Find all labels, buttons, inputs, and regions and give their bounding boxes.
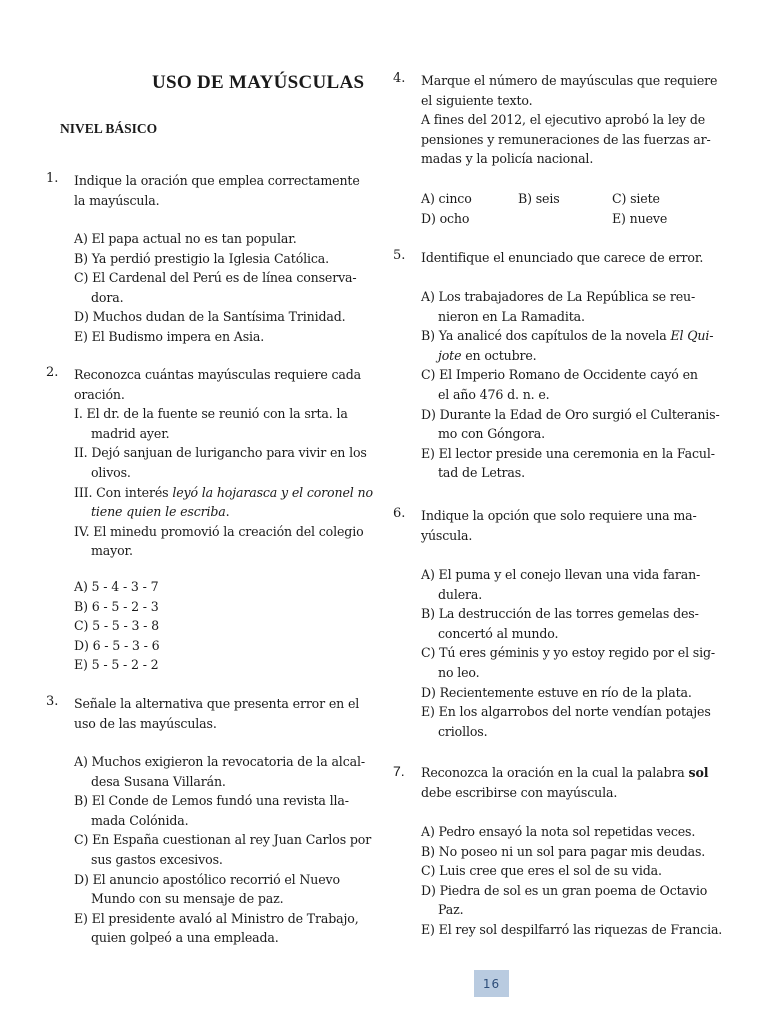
option-b[interactable]: B) La destrucción de las torres gemelas des-: [421, 606, 699, 622]
option-d[interactable]: D) Piedra de sol es un gran poema de Octavio: [421, 882, 708, 898]
option-c-cont: no leo.: [438, 664, 480, 680]
question-number: 1.: [46, 171, 59, 186]
option-c[interactable]: C) Tú eres géminis y yo estoy regido por el sig-: [421, 645, 716, 661]
option-e[interactable]: E) El presidente avaló al Ministro de Trabajo,: [74, 910, 359, 926]
option-d-cont: Paz.: [438, 902, 464, 918]
option-c[interactable]: C) El Imperio Romano de Occidente cayó en: [421, 367, 698, 383]
stem-line: Reconozca cuántas mayúsculas requiere cada: [74, 367, 362, 382]
option-c[interactable]: C) Luis cree que eres el sol de su vida.: [421, 863, 662, 879]
novel-title-cont: jote: [438, 347, 462, 363]
stem-line: Indique la opción que solo requiere una ma-: [421, 508, 697, 523]
option-d[interactable]: D) Durante la Edad de Oro surgió el Culteranis-: [421, 406, 720, 422]
option-a-cont: nieron en La Ramadita.: [438, 308, 585, 324]
option-c-cont: el año 476 d. n. e.: [438, 386, 550, 402]
option-d[interactable]: D) Muchos dudan de la Santísima Trinidad.: [74, 309, 346, 325]
options: [421, 822, 722, 940]
question-number: 7.: [393, 763, 405, 779]
option-b[interactable]: B) No poseo ni un sol para pagar mis deudas.: [421, 843, 706, 859]
option-d[interactable]: D) El anuncio apostólico recorrió el Nuevo: [74, 871, 340, 887]
page-title: USO DE MAYÚSCULAS: [152, 72, 365, 93]
passage-line: pensiones y remuneraciones de las fuerzas ar-: [421, 131, 711, 147]
item-iv-cont: mayor.: [91, 543, 133, 559]
options: [74, 229, 357, 347]
option-b[interactable]: B) El Conde de Lemos fundó una revista lla-: [74, 793, 349, 809]
passage-line: madas y la policía nacional.: [421, 151, 594, 167]
stem-line: Indique la oración que emplea correctamente: [74, 173, 360, 188]
punct: .: [225, 504, 230, 520]
option-b-cont: [421, 346, 720, 366]
options: [421, 565, 715, 741]
option-e[interactable]: E) En los algarrobos del norte vendían potajes: [421, 704, 711, 720]
option-c-cont: dora.: [91, 289, 124, 305]
stem-line: Marque el número de mayúsculas que requiere: [421, 73, 718, 88]
option-c-cont: sus gastos excesivos.: [91, 851, 223, 867]
stem-line: el siguiente texto.: [421, 92, 533, 108]
option-a-cont: dulera.: [438, 586, 483, 602]
question-stem: [421, 248, 703, 268]
stem-line: yúscula.: [421, 527, 473, 543]
question-stem: [421, 71, 717, 169]
question-stem: [421, 506, 697, 545]
stem-line: debe escribirse con mayúscula.: [421, 784, 618, 800]
question-number: 2.: [46, 365, 59, 380]
item-ii: II. Dejó sanjuan de lurigancho para vivir en los: [74, 445, 367, 461]
passage-line: A fines del 2012, el ejecutivo aprobó la ley de: [421, 112, 706, 128]
option-b[interactable]: [421, 326, 720, 346]
page-number: 16: [474, 970, 509, 997]
option-b[interactable]: B) 6 - 5 - 2 - 3: [74, 598, 159, 614]
option-b-cont: concertó al mundo.: [438, 625, 559, 641]
item-iii: [74, 483, 373, 503]
keyword-sol: sol: [688, 765, 709, 780]
option-e[interactable]: E) El Budismo impera en Asia.: [74, 328, 265, 344]
item-i: I. El dr. de la fuente se reunió con la srta. la: [74, 406, 348, 422]
option-b-text: B) Ya analicé dos capítulos de la novela: [421, 328, 671, 344]
option-b[interactable]: B) Ya perdió prestigio la Iglesia Católica.: [74, 250, 330, 266]
option-a[interactable]: A) 5 - 4 - 3 - 7: [74, 579, 159, 594]
question-number: 3.: [46, 694, 59, 709]
question-number: 5.: [393, 248, 406, 263]
option-d[interactable]: D) Recientemente estuve en río de la plata.: [421, 684, 692, 700]
book-title: leyó la hojarasca y el coronel no: [172, 484, 373, 500]
question-stem: [74, 694, 359, 733]
option-a[interactable]: A) cinco: [421, 191, 472, 206]
question-number: 6.: [393, 506, 406, 521]
option-d-cont: mo con Góngora.: [438, 426, 545, 442]
stem-line: oración.: [74, 386, 125, 402]
option-c[interactable]: C) El Cardenal del Perú es de línea conserva-: [74, 270, 357, 286]
level-heading: NIVEL BÁSICO: [60, 121, 158, 136]
item-iv: IV. El minedu promovió la creación del colegio: [74, 523, 364, 539]
novel-title: El Qui-: [670, 328, 714, 344]
question-stem: [74, 171, 360, 210]
option-a[interactable]: A) El puma y el conejo llevan una vida faran-: [421, 567, 701, 582]
option-e[interactable]: E) 5 - 5 - 2 - 2: [74, 657, 159, 673]
option-d[interactable]: D) ocho: [421, 211, 470, 226]
options: [74, 577, 159, 675]
option-a[interactable]: A) Muchos exigieron la revocatoria de la alcal-: [74, 754, 365, 769]
options: [421, 287, 720, 483]
item-ii-cont: olivos.: [91, 464, 131, 480]
option-c[interactable]: C) En España cuestionan al rey Juan Carlos por: [74, 832, 372, 848]
option-a[interactable]: A) El papa actual no es tan popular.: [74, 231, 297, 246]
option-e-cont: tad de Letras.: [438, 465, 525, 481]
option-e[interactable]: E) nueve: [612, 211, 668, 226]
option-c[interactable]: C) 5 - 5 - 3 - 8: [74, 618, 159, 634]
option-b-cont: mada Colónida.: [91, 812, 189, 828]
option-e-cont: quien golpeó a una empleada.: [91, 930, 279, 946]
question-stem: [421, 763, 708, 802]
options: [74, 752, 371, 948]
item-iii-text: III. Con interés: [74, 484, 173, 500]
stem-line: [421, 763, 708, 783]
option-e[interactable]: E) El rey sol despilfarró las riquezas de Francia.: [421, 921, 723, 937]
item-iii-cont: [74, 502, 373, 522]
option-b-tail: en octubre.: [461, 347, 537, 363]
stem-line: Identifique el enunciado que carece de error.: [421, 250, 704, 265]
stem-line: uso de las mayúsculas.: [74, 715, 217, 731]
question-stem: [74, 365, 373, 561]
item-i-cont: madrid ayer.: [91, 425, 170, 441]
stem-line: la mayúscula.: [74, 192, 160, 208]
stem-line: Señale la alternativa que presenta error en el: [74, 696, 360, 711]
stem-text: Reconozca la oración en la cual la palabra: [421, 765, 689, 780]
option-a-cont: desa Susana Villarán.: [91, 773, 226, 789]
option-c[interactable]: C) siete: [612, 191, 660, 206]
option-e-cont: criollos.: [438, 723, 488, 739]
option-d[interactable]: D) 6 - 5 - 3 - 6: [74, 637, 160, 653]
option-d-cont: Mundo con su mensaje de paz.: [91, 891, 284, 907]
option-a[interactable]: A) Los trabajadores de La República se reu-: [421, 289, 696, 304]
option-b[interactable]: B) seis: [518, 191, 560, 206]
question-number: 4.: [393, 71, 406, 86]
option-e[interactable]: E) El lector preside una ceremonia en la Facul-: [421, 445, 715, 461]
option-a[interactable]: A) Pedro ensayó la nota sol repetidas veces.: [421, 824, 696, 839]
book-title-cont: tiene quien le escriba: [91, 504, 226, 520]
